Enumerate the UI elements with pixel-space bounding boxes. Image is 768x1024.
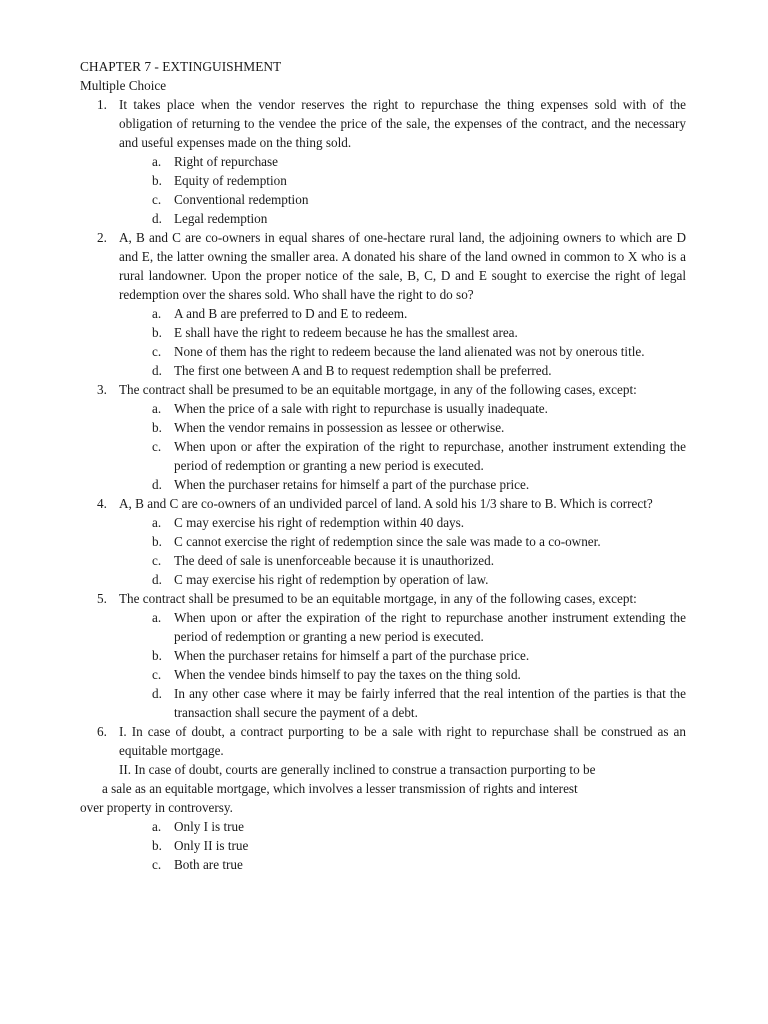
option-letter: b. <box>152 173 162 188</box>
option-2c <box>80 342 686 361</box>
option-letter: a. <box>152 515 162 530</box>
option-letter: c. <box>152 344 162 359</box>
question-number: 4. <box>97 496 107 511</box>
option-text: C may exercise his right of redemption within 40 days. <box>174 515 465 530</box>
question-2 <box>80 228 686 304</box>
question-number: 5. <box>97 591 107 606</box>
option-2b <box>80 323 686 342</box>
document-body <box>80 57 686 874</box>
option-letter: c. <box>152 553 162 568</box>
question-number: 1. <box>97 97 107 112</box>
option-1a <box>80 152 686 171</box>
statement-two-line-2: a sale as an equitable mortgage, which involves a lesser transmission of rights and interest <box>102 781 578 796</box>
question-text: A, B and C are co-owners in equal shares of one-hectare rural land, the adjoining owners to which are D and E, the latter owning the smaller area. A donated his share of the land owned in common to X who is a rural landowner. Upon the proper notice of the sale, B, C, D and E sought to exercise the right of legal redemption over the shares sold. Who shall have the right to do so? <box>119 230 686 302</box>
option-5a <box>80 608 686 646</box>
question-3 <box>80 380 686 399</box>
option-text: Conventional redemption <box>174 192 309 207</box>
option-text: A and B are preferred to D and E to redeem. <box>174 306 408 321</box>
option-1c <box>80 190 686 209</box>
option-3a <box>80 399 686 418</box>
option-5d <box>80 684 686 722</box>
option-text: Equity of redemption <box>174 173 287 188</box>
option-text: When the vendee binds himself to pay the taxes on the thing sold. <box>174 667 521 682</box>
option-text: Both are true <box>174 857 243 872</box>
option-text: When upon or after the expiration of the right to repurchase another instrument extending the period of redemption or granting a new period is executed. <box>174 610 686 644</box>
option-2a <box>80 304 686 323</box>
option-letter: d. <box>152 572 162 587</box>
question-5 <box>80 589 686 608</box>
option-5b <box>80 646 686 665</box>
option-letter: b. <box>152 534 162 549</box>
statement-one: I. In case of doubt, a contract purporting to be a sale with right to repurchase shall be construed as an equitable mortgage. <box>119 724 686 758</box>
option-letter: d. <box>152 211 162 226</box>
option-letter: c. <box>152 192 162 207</box>
option-6a <box>80 817 686 836</box>
question-4 <box>80 494 686 513</box>
question-6 <box>80 722 686 760</box>
option-text: The deed of sale is unenforceable because it is unauthorized. <box>174 553 495 568</box>
option-text: In any other case where it may be fairly inferred that the real intention of the parties is that the transaction shall secure the payment of a debt. <box>174 686 686 720</box>
option-text: Only I is true <box>174 819 244 834</box>
option-letter: b. <box>152 838 162 853</box>
option-text: C cannot exercise the right of redemption since the sale was made to a co-owner. <box>174 534 601 549</box>
option-letter: c. <box>152 857 162 872</box>
option-letter: b. <box>152 325 162 340</box>
option-text: When the purchaser retains for himself a part of the purchase price. <box>174 477 530 492</box>
option-letter: c. <box>152 439 162 454</box>
option-6c <box>80 855 686 874</box>
option-3b <box>80 418 686 437</box>
option-letter: d. <box>152 477 162 492</box>
option-6b <box>80 836 686 855</box>
question-number: 3. <box>97 382 107 397</box>
option-text: The first one between A and B to request redemption shall be preferred. <box>174 363 552 378</box>
option-2d <box>80 361 686 380</box>
option-letter: d. <box>152 363 162 378</box>
question-number: 2. <box>97 230 107 245</box>
question-text: A, B and C are co-owners of an undivided parcel of land. A sold his 1/3 share to B. Which is correct? <box>119 496 653 511</box>
option-text: When the purchaser retains for himself a part of the purchase price. <box>174 648 530 663</box>
option-letter: c. <box>152 667 162 682</box>
statement-two-line-1: II. In case of doubt, courts are generally inclined to construe a transaction purporting to be <box>119 762 596 777</box>
option-letter: b. <box>152 420 162 435</box>
question-number: 6. <box>97 724 107 739</box>
option-letter: d. <box>152 686 162 701</box>
option-4b <box>80 532 686 551</box>
option-1b <box>80 171 686 190</box>
question-1 <box>80 95 686 152</box>
option-letter: a. <box>152 401 162 416</box>
question-text: The contract shall be presumed to be an equitable mortgage, in any of the following cases, except: <box>119 382 637 397</box>
option-letter: a. <box>152 819 162 834</box>
option-4d <box>80 570 686 589</box>
option-letter: a. <box>152 154 162 169</box>
option-1d <box>80 209 686 228</box>
option-text: Only II is true <box>174 838 249 853</box>
option-text: When the price of a sale with right to repurchase is usually inadequate. <box>174 401 548 416</box>
question-text: The contract shall be presumed to be an equitable mortgage, in any of the following cases, except: <box>119 591 637 606</box>
option-text: Legal redemption <box>174 211 268 226</box>
option-5c <box>80 665 686 684</box>
option-text: When the vendor remains in possession as lessee or otherwise. <box>174 420 505 435</box>
option-4c <box>80 551 686 570</box>
option-text: E shall have the right to redeem because he has the smallest area. <box>174 325 518 340</box>
statement-two-line-3: over property in controversy. <box>80 800 233 815</box>
option-letter: a. <box>152 306 162 321</box>
option-text: When upon or after the expiration of the right to repurchase, another instrument extending the period of redemption or granting a new period is executed. <box>174 439 686 473</box>
option-text: Right of repurchase <box>174 154 278 169</box>
option-letter: a. <box>152 610 162 625</box>
option-text: C may exercise his right of redemption by operation of law. <box>174 572 489 587</box>
option-3d <box>80 475 686 494</box>
option-4a <box>80 513 686 532</box>
option-letter: b. <box>152 648 162 663</box>
option-3c <box>80 437 686 475</box>
option-text: None of them has the right to redeem because the land alienated was not by onerous title. <box>174 344 645 359</box>
question-text: It takes place when the vendor reserves the right to repurchase the thing expenses sold with of the obligation of returning to the vendee the price of the sale, the expenses of the contract, and the necessary and useful expenses made on the thing sold. <box>119 97 686 150</box>
section-subtitle: Multiple Choice <box>80 78 167 93</box>
chapter-title: CHAPTER 7 - EXTINGUISHMENT <box>80 59 282 74</box>
